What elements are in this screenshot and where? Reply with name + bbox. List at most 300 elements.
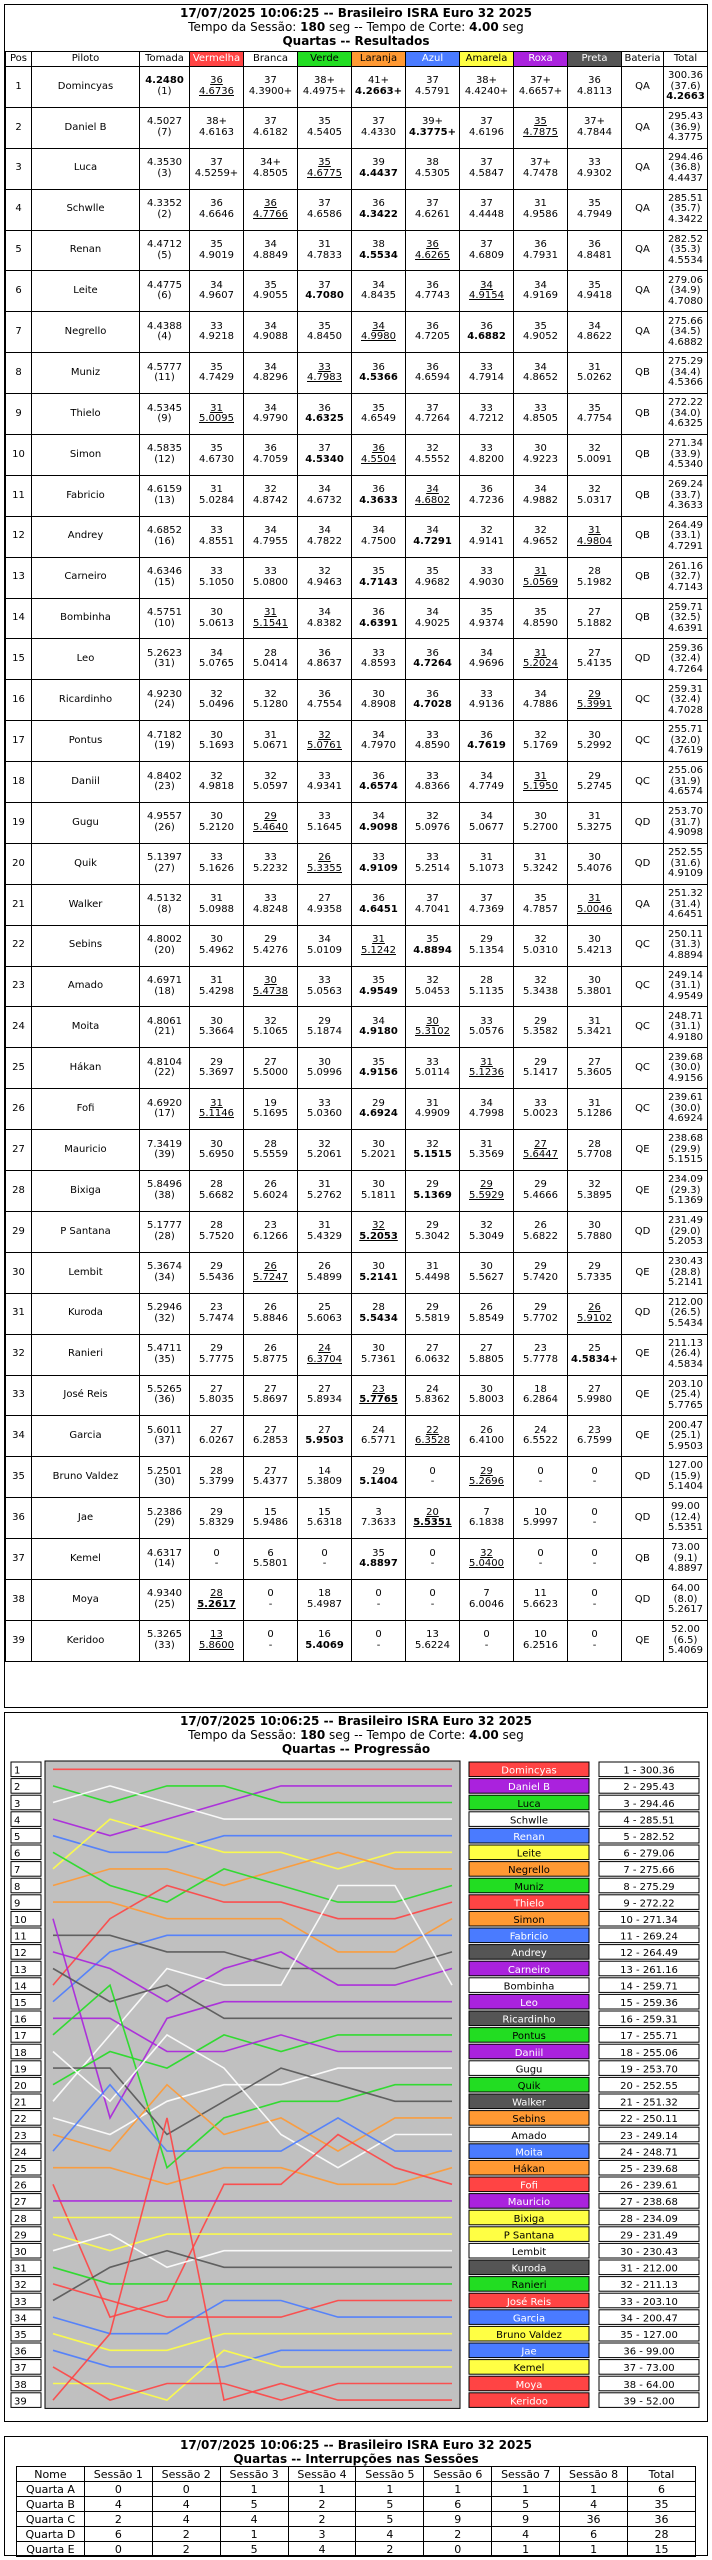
lane-best: 5.1404 [359, 1476, 398, 1488]
lane-cell [568, 639, 622, 680]
tomada-rank: (16) [154, 535, 175, 547]
table-row [6, 557, 708, 598]
lane-best: 4.7619 [467, 740, 506, 752]
lane-cell [460, 1416, 514, 1457]
lane-laps: 0 [591, 1506, 598, 1518]
lane-best: 4.9109 [359, 862, 398, 874]
lane-cell [568, 966, 622, 1007]
lane-cell [244, 1375, 298, 1416]
lane-cell [352, 557, 406, 598]
total-avg: (31.3) [670, 939, 701, 951]
lane-best: 5.7702 [523, 1312, 558, 1324]
tomada-time: 5.5265 [147, 1383, 182, 1395]
lane-cell [406, 843, 460, 884]
lane-laps: 31 [264, 607, 277, 619]
lane-laps: 32 [480, 525, 493, 537]
lane-best: 5.1146 [199, 1108, 234, 1120]
tomada-rank: (12) [154, 453, 175, 465]
lane-laps: 30 [372, 1343, 385, 1355]
table-row [6, 884, 708, 925]
lane-best: 5.2024 [523, 658, 558, 670]
lane-cell [352, 925, 406, 966]
total-avg: (12.4) [670, 1511, 701, 1523]
lane-cell [352, 1457, 406, 1498]
lane-cell [514, 394, 568, 435]
lane-laps: 32 [264, 688, 277, 700]
table-row [6, 1048, 708, 1089]
score-label: 21 - 251.32 [620, 2097, 678, 2109]
lane-cell [298, 230, 352, 271]
lane-laps: 35 [318, 157, 331, 169]
tomada-cell [140, 1457, 190, 1498]
lane-laps: 34 [318, 484, 331, 496]
lane-cell [406, 1089, 460, 1130]
table-row [6, 803, 708, 844]
lane-cell [190, 353, 244, 394]
total-laps: 282.52 [668, 233, 703, 245]
legend-name: P Santana [503, 2230, 555, 2242]
tomada-time: 4.3352 [147, 198, 182, 210]
lane-best: 4.7857 [523, 903, 558, 915]
legend-name: Mauricio [507, 2197, 551, 2209]
lane-cell [406, 1539, 460, 1580]
lane-laps: 31 [318, 1179, 331, 1191]
lane-cell [406, 475, 460, 516]
tomada-rank: (34) [154, 1271, 175, 1283]
lane-laps: 32 [210, 688, 223, 700]
lane-best: 4.8590 [415, 740, 450, 752]
lane-cell [568, 394, 622, 435]
tomada-rank: (5) [157, 249, 172, 261]
pos-cell: 33 [6, 1375, 32, 1416]
lane-laps: 30 [372, 1179, 385, 1191]
total-avg: (32.5) [670, 612, 701, 624]
score-label: 35 - 127.00 [620, 2330, 678, 2341]
pos-cell: 39 [6, 1620, 32, 1661]
lane-laps: 35 [372, 975, 385, 987]
lane-cell [298, 680, 352, 721]
tomada-rank: (17) [154, 1108, 175, 1120]
lane-best: 4.8622 [577, 331, 612, 343]
lane-cell [352, 1171, 406, 1212]
lane-best: 4.7429 [199, 372, 234, 384]
lane-best: 5.0677 [469, 821, 504, 833]
lane-best: 5.0360 [307, 1108, 342, 1120]
driver-name: Garcia [32, 1416, 140, 1457]
tomada-cell [140, 557, 190, 598]
lane-laps: 30 [588, 852, 601, 864]
lane-best: 4.4330 [361, 126, 396, 138]
lane-cell [352, 516, 406, 557]
lane-laps: 33 [480, 1015, 493, 1027]
lane-cell [568, 1211, 622, 1252]
total-avg: (35.3) [670, 244, 701, 256]
tomada-time: 4.2480 [145, 75, 184, 87]
lane-laps: 29 [210, 1056, 223, 1068]
table-row [6, 639, 708, 680]
lane-cell [244, 67, 298, 108]
rank-label: 9 [14, 1898, 21, 1910]
lane-laps: 31 [534, 566, 547, 578]
lane-best: 4.7205 [415, 331, 450, 343]
tomada-cell [140, 67, 190, 108]
tomada-time: 4.7182 [147, 729, 182, 741]
total-laps: 249.14 [668, 969, 703, 981]
lane-best: 5.4329 [307, 1230, 342, 1242]
total-avg: (29.3) [670, 1184, 701, 1196]
pos-cell: 16 [6, 680, 32, 721]
lane-laps: 24 [318, 1343, 331, 1355]
lane-best: 5.1982 [577, 576, 612, 588]
lane-cell [460, 1539, 514, 1580]
score-label: 13 - 261.16 [620, 1964, 678, 1976]
table-row [6, 1089, 708, 1130]
lane-best: 5.8805 [469, 1353, 504, 1365]
interruption-count: 0 [84, 2542, 152, 2557]
total-cell [664, 1048, 708, 1089]
lane-cell [514, 1171, 568, 1212]
lane-best: 4.6809 [469, 249, 504, 261]
lane-laps: 34 [372, 320, 385, 332]
lane-cell [406, 721, 460, 762]
lane-best: 5.4213 [577, 944, 612, 956]
battery-cell: QD [622, 1457, 664, 1498]
rank-label: 19 [14, 2064, 27, 2076]
lane-cell [244, 1539, 298, 1580]
lane-best: 4.7264 [415, 413, 450, 425]
battery-cell: QA [622, 230, 664, 271]
lane-laps: 35 [534, 607, 547, 619]
lane-cell [514, 966, 568, 1007]
lane-cell [460, 1252, 514, 1293]
tomada-rank: (23) [154, 781, 175, 793]
lane-laps: 6 [267, 1547, 274, 1559]
total-cell [664, 925, 708, 966]
battery-cell: QA [622, 884, 664, 925]
lane-cell [244, 312, 298, 353]
lane-cell [568, 271, 622, 312]
lane-laps: 35 [534, 116, 547, 128]
total-best: 4.6574 [668, 786, 703, 798]
lane-best: 5.3042 [415, 1230, 450, 1242]
pos-cell: 13 [6, 557, 32, 598]
tomada-rank: (19) [154, 740, 175, 752]
lane-best: 5.1369 [413, 1189, 452, 1201]
column-header: Pos [6, 52, 32, 67]
lane-laps: 30 [534, 443, 547, 455]
lane-laps: 28 [210, 1465, 223, 1477]
lane-cell [190, 884, 244, 925]
lane-best: 4.7554 [307, 699, 342, 711]
lane-laps: 30 [210, 1138, 223, 1150]
lane-cell [460, 475, 514, 516]
lane-best: 6.2516 [523, 1639, 558, 1651]
lane-cell [190, 67, 244, 108]
battery-cell: QB [622, 475, 664, 516]
heat-name: Quarta E [17, 2542, 85, 2557]
lane-laps: 33 [426, 729, 439, 741]
lane-best: 4.3775+ [409, 126, 456, 138]
lane-best: 4.5534 [359, 249, 398, 261]
tomada-time: 4.6159 [147, 484, 182, 496]
pos-cell: 20 [6, 843, 32, 884]
lane-cell [352, 230, 406, 271]
rank-label: 3 [14, 1798, 21, 1810]
tomada-time: 4.3530 [147, 157, 182, 169]
lane-best: 4.8248 [253, 903, 288, 915]
lane-best: 4.7998 [469, 1108, 504, 1120]
lane-cell [568, 435, 622, 476]
lane-cell [244, 435, 298, 476]
lane-laps: 35 [534, 893, 547, 905]
lane-cell [568, 680, 622, 721]
lane-best: 4.8849 [253, 249, 288, 261]
lane-best: 5.8934 [307, 1394, 342, 1406]
total-laps: 300.36 [668, 70, 703, 82]
lane-cell [514, 1252, 568, 1293]
lane-cell [460, 435, 514, 476]
battery-cell: QC [622, 1089, 664, 1130]
lane-laps: 30 [318, 1056, 331, 1068]
lane-laps: 29 [588, 1261, 601, 1273]
lane-cell [352, 1375, 406, 1416]
score-label: 32 - 211.13 [620, 2280, 678, 2292]
lane-best: 5.0400 [469, 1558, 504, 1569]
lane-laps: 37 [480, 157, 493, 169]
lane-best: 5.3049 [469, 1230, 504, 1242]
column-header: Laranja [352, 52, 406, 67]
lane-cell [298, 1130, 352, 1171]
lane-cell [244, 598, 298, 639]
table-row [6, 271, 708, 312]
lane-laps: 36 [318, 688, 331, 700]
lane-best: 4.9909 [415, 1108, 450, 1120]
lane-best: - [592, 1558, 597, 1569]
pos-cell: 5 [6, 230, 32, 271]
total-laps: 200.47 [668, 1419, 703, 1431]
total-avg: (34.9) [670, 285, 701, 297]
score-label: 6 - 279.06 [623, 1848, 675, 1860]
lane-best: 5.2745 [577, 781, 612, 793]
battery-cell: QA [622, 312, 664, 353]
driver-name: Andrey [32, 516, 140, 557]
lane-best: 5.0976 [415, 821, 450, 833]
lane-laps: 26 [318, 852, 331, 864]
lane-laps: 35 [534, 320, 547, 332]
lane-cell [460, 843, 514, 884]
lane-laps: 31 [210, 484, 223, 496]
lane-laps: 33 [264, 893, 277, 905]
session-time: 180 [300, 20, 326, 34]
lane-laps: 36 [372, 770, 385, 782]
lane-cell [190, 843, 244, 884]
column-header: Vermelha [190, 52, 244, 67]
total-laps: 99.00 [671, 1501, 700, 1513]
interruptions-subtitle: Quartas -- Interrupções nas Sessões [233, 2452, 479, 2466]
tomada-cell [140, 639, 190, 680]
pos-cell: 36 [6, 1498, 32, 1539]
lane-cell [406, 1130, 460, 1171]
total-avg: (33.9) [670, 448, 701, 460]
lane-best: 5.1050 [199, 576, 234, 588]
driver-name: Thielo [32, 394, 140, 435]
interruption-count: 5 [220, 2497, 288, 2512]
lane-cell [298, 189, 352, 230]
lane-laps: 33 [426, 852, 439, 864]
lane-laps: 31 [318, 1220, 331, 1232]
score-label: 30 - 230.43 [620, 2247, 678, 2258]
lane-cell [568, 721, 622, 762]
tomada-rank: (8) [157, 903, 172, 915]
tomada-rank: (3) [157, 167, 172, 179]
lane-best: - [430, 1558, 435, 1569]
total-avg: (36.9) [670, 121, 701, 133]
tomada-time: 4.5777 [147, 361, 182, 373]
table-row [6, 230, 708, 271]
lane-best: 4.7236 [469, 494, 504, 506]
lane-best: 5.0414 [253, 658, 288, 670]
rank-label: 28 [14, 2213, 27, 2225]
rank-label: 38 [14, 2379, 27, 2391]
rank-label: 10 [14, 1915, 27, 1926]
driver-name: P Santana [32, 1211, 140, 1252]
total-best: 4.3775 [668, 132, 703, 144]
lane-best: 5.5434 [359, 1312, 398, 1324]
interruption-count: 15 [628, 2542, 696, 2557]
lane-laps: 13 [426, 1629, 439, 1641]
lane-best: 4.7931 [523, 249, 558, 261]
tomada-cell [140, 435, 190, 476]
lane-best: 5.4377 [253, 1476, 288, 1488]
lane-best: 5.0091 [577, 453, 612, 465]
battery-cell: QE [622, 1130, 664, 1171]
lane-best: 5.7778 [523, 1353, 558, 1365]
lane-best: 4.7080 [305, 290, 344, 302]
lane-laps: 39 [372, 157, 385, 169]
lane-laps: 30 [210, 729, 223, 741]
score-label: 28 - 234.09 [620, 2213, 678, 2225]
lane-best: 5.4899 [307, 1271, 342, 1283]
pos-cell: 30 [6, 1252, 32, 1293]
lane-laps: 29 [480, 934, 493, 946]
tomada-cell [140, 1048, 190, 1089]
lane-best: 5.6623 [523, 1598, 558, 1610]
lane-best: 4.9463 [307, 576, 342, 588]
total-best: 5.1369 [668, 1195, 703, 1207]
lane-best: 4.9030 [469, 576, 504, 588]
lane-cell [352, 843, 406, 884]
lane-cell [406, 1620, 460, 1661]
lane-cell [460, 721, 514, 762]
lane-best: - [430, 1476, 435, 1488]
legend-name: Hákan [513, 2164, 545, 2175]
lane-laps: 33 [426, 770, 439, 782]
lane-best: 5.4666 [523, 1189, 558, 1201]
lane-cell [298, 1334, 352, 1375]
pos-cell: 24 [6, 1007, 32, 1048]
table-row [6, 1334, 708, 1375]
total-best: 4.4437 [668, 172, 703, 184]
lane-laps: 31 [588, 1015, 601, 1027]
lane-best: 5.7765 [359, 1394, 398, 1406]
score-label: 3 - 294.46 [623, 1798, 675, 1810]
score-label: 36 - 99.00 [623, 2346, 675, 2358]
rank-label: 36 [14, 2346, 27, 2358]
lane-cell [352, 1498, 406, 1539]
total-cell [664, 1293, 708, 1334]
total-laps: 271.34 [668, 438, 703, 450]
lane-laps: 32 [264, 484, 277, 496]
lane-cell [190, 1334, 244, 1375]
lane-best: 5.3421 [577, 1026, 612, 1038]
lane-cell [460, 516, 514, 557]
column-header: Total [628, 2467, 696, 2482]
tomada-rank: (33) [154, 1639, 175, 1651]
legend-name: Lembit [511, 2247, 547, 2258]
lane-cell [244, 639, 298, 680]
lane-cell [298, 721, 352, 762]
lane-best: 4.8200 [469, 453, 504, 465]
lane-best: - [484, 1639, 489, 1651]
score-label: 22 - 250.11 [620, 2114, 678, 2126]
tomada-time: 4.4775 [147, 279, 182, 291]
lane-best: 5.4987 [307, 1598, 342, 1610]
lane-best: 5.9980 [577, 1394, 612, 1406]
rank-label: 22 [14, 2114, 27, 2126]
table-row [6, 312, 708, 353]
pos-cell: 7 [6, 312, 32, 353]
tomada-cell [140, 271, 190, 312]
interruptions-header [5, 2437, 707, 2466]
rank-label: 15 [14, 1998, 27, 2009]
total-laps: 211.13 [668, 1337, 703, 1349]
total-laps: 203.10 [668, 1378, 703, 1390]
lane-best: 5.7420 [523, 1271, 558, 1283]
lane-best: 4.9418 [577, 290, 612, 302]
lane-laps: 34 [480, 770, 493, 782]
lane-best: 6.0632 [415, 1353, 450, 1365]
rank-label: 33 [14, 2296, 27, 2308]
lane-best: 5.5819 [415, 1312, 450, 1324]
lane-cell [352, 1252, 406, 1293]
score-label: 2 - 295.43 [623, 1782, 675, 1794]
lane-cell [406, 107, 460, 148]
table-row [6, 353, 708, 394]
lane-cell [352, 148, 406, 189]
legend-name: Quik [517, 2081, 541, 2092]
interruption-count: 4 [560, 2497, 628, 2512]
lane-laps: 35 [264, 279, 277, 291]
lane-cell [568, 925, 622, 966]
lane-cell [244, 475, 298, 516]
lane-laps: 37 [426, 75, 439, 87]
lane-cell [514, 1498, 568, 1539]
lane-laps: 0 [429, 1547, 436, 1559]
lane-cell [568, 1498, 622, 1539]
lane-laps: 30 [480, 1261, 493, 1273]
lane-best: 5.5929 [469, 1189, 504, 1201]
lane-cell [406, 353, 460, 394]
lane-laps: 32 [588, 484, 601, 496]
lane-laps: 35 [588, 279, 601, 291]
lane-laps: 34 [426, 484, 439, 496]
legend-name: Ricardinho [502, 2014, 556, 2026]
lane-laps: 30 [588, 729, 601, 741]
lane-laps: 34 [480, 1097, 493, 1109]
lane-best: 5.2514 [415, 862, 450, 874]
total-best: 4.7143 [668, 581, 703, 593]
score-label: 14 - 259.71 [620, 1981, 678, 1993]
